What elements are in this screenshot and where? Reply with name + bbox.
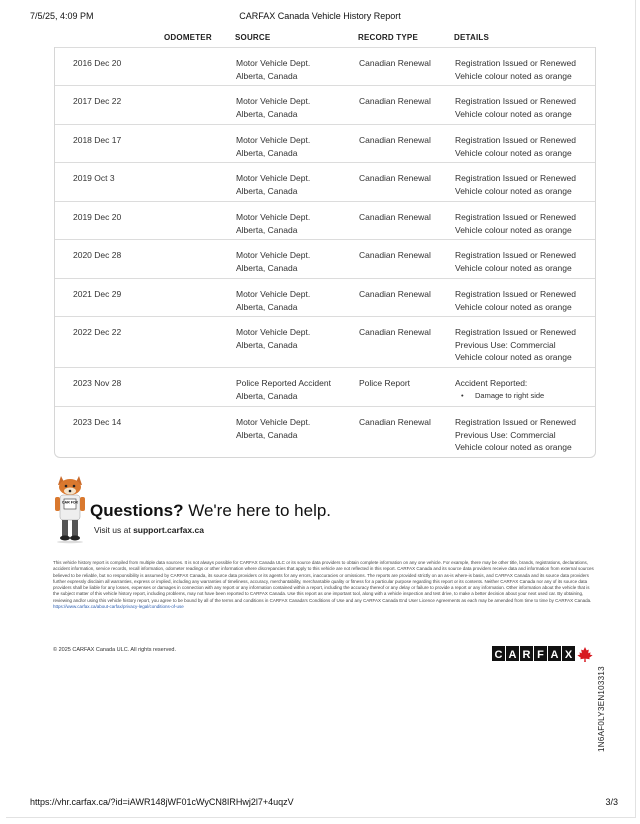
row-record-type: Police Report — [359, 378, 411, 388]
row-details: Registration Issued or Renewed Vehicle colour noted as orange — [455, 173, 576, 196]
table-row — [55, 85, 595, 124]
column-header-record-type: RECORD TYPE — [358, 33, 418, 42]
table-row — [55, 47, 595, 85]
row-details: Registration Issued or Renewed Vehicle colour noted as orange — [455, 250, 576, 273]
table-row — [55, 278, 595, 316]
svg-text:F: F — [537, 649, 544, 661]
table-row — [55, 406, 595, 458]
print-header — [0, 11, 640, 25]
row-details: Registration Issued or Renewed Vehicle colour noted as orange — [455, 96, 576, 119]
bullet-dot-icon: • — [461, 390, 464, 400]
row-record-type: Canadian Renewal — [359, 58, 431, 68]
table-row — [55, 239, 595, 278]
detail-bullet: • Damage to right side — [455, 390, 544, 403]
help-visit-text: Visit us at support.carfax.ca — [94, 525, 204, 535]
carfax-canada-logo — [492, 644, 594, 664]
row-date: 2023 Nov 28 — [73, 378, 122, 388]
vin-vertical: 1N6AF0LY3EN103313 — [597, 666, 606, 752]
legal-disclaimer: This vehicle history report is compiled from multiple data sources. It is not always possible for CARFAX Canada ULC or its source data providers to obtain complete information on any one vehicle. For example, there may be other title, brands, registrations, declarations, accident information, service records, recall information, odometer readings or other information where discrepancies that apply to this vehicle are not reflected in this report. CARFAX Canada and its source data providers receive data and information from external sources believed to be reliable, but no responsibility is assumed by CARFAX Canada, its source data providers or its agents for any errors, inaccuracies or omissions. The reports are provided strictly on an as-is where-is basis, and CARFAX Canada and its source data providers further expressly disclaim all warranties, express or implied, including any warranties of timeliness, accuracy, merchantability, merchantable quality or fitness for a particular purpose regarding this report or its contents. Neither CARFAX Canada nor any of its source data providers shall be liable for any losses, expenses or damages in connection with any report or any information contained within a report, including the accuracy thereof or any delay or failure to provide a report or any information. Other information about the vehicle that is the subject matter of this vehicle history report, including problems, may not have been reported to CARFAX Canada. Use this report as one important tool, along with a vehicle inspection and test drive, to make a better decision about your next used car. By obtaining, reviewing and/or using this vehicle history report, you agree to be bound by all of the terms and conditions in CARFAX Canada's Conditions of Use and any CARFAX Canada End User Licence Agreements as each may be amended from time to time by CARFAX Canada. https://www.carfax.ca/about-carfax/privacy-legal/conditions-of-use — [53, 560, 597, 610]
row-record-type: Canadian Renewal — [359, 327, 431, 337]
history-table — [54, 47, 596, 458]
row-date: 2018 Dec 17 — [73, 135, 122, 145]
row-details: Registration Issued or Renewed Previous Use: Commercial Vehicle colour noted as orange — [455, 417, 576, 453]
fox-mascot-icon — [52, 474, 88, 544]
row-source: Motor Vehicle Dept. Alberta, Canada — [236, 135, 311, 158]
row-source: Motor Vehicle Dept. Alberta, Canada — [236, 327, 311, 350]
row-record-type: Canadian Renewal — [359, 212, 431, 222]
print-datetime: 7/5/25, 4:09 PM — [30, 11, 94, 21]
row-details: Accident Reported: • Damage to right side — [455, 377, 544, 402]
svg-text:X: X — [564, 649, 573, 661]
svg-text:CAR FOX: CAR FOX — [61, 500, 79, 505]
svg-text:A: A — [508, 649, 517, 661]
table-row — [55, 124, 595, 162]
page-number: 3/3 — [605, 797, 618, 807]
table-row — [55, 201, 595, 239]
svg-text:R: R — [522, 649, 531, 661]
row-record-type: Canadian Renewal — [359, 289, 431, 299]
row-source: Motor Vehicle Dept. Alberta, Canada — [236, 212, 311, 235]
table-row — [55, 162, 595, 201]
maple-leaf-icon — [577, 647, 592, 662]
row-date: 2016 Dec 20 — [73, 58, 122, 68]
row-details: Registration Issued or Renewed Vehicle colour noted as orange — [455, 289, 576, 312]
column-header-source: SOURCE — [235, 33, 271, 42]
row-record-type: Canadian Renewal — [359, 96, 431, 106]
row-source: Motor Vehicle Dept. Alberta, Canada — [236, 289, 311, 312]
row-source: Police Reported Accident Alberta, Canada — [236, 378, 331, 401]
row-date: 2020 Dec 28 — [73, 250, 122, 260]
row-source: Motor Vehicle Dept. Alberta, Canada — [236, 173, 311, 196]
row-details: Registration Issued or Renewed Vehicle colour noted as orange — [455, 58, 576, 81]
row-date: 2017 Dec 22 — [73, 96, 122, 106]
column-header-odometer: ODOMETER — [164, 33, 212, 42]
row-details: Registration Issued or Renewed Vehicle colour noted as orange — [455, 212, 576, 235]
table-row — [55, 367, 595, 406]
row-date: 2019 Dec 20 — [73, 212, 122, 222]
row-record-type: Canadian Renewal — [359, 135, 431, 145]
svg-text:A: A — [550, 649, 559, 661]
help-heading: Questions? We're here to help. — [90, 501, 332, 520]
row-source: Motor Vehicle Dept. Alberta, Canada — [236, 96, 311, 119]
row-record-type: Canadian Renewal — [359, 417, 431, 427]
row-details: Registration Issued or Renewed Vehicle colour noted as orange — [455, 135, 576, 158]
row-record-type: Canadian Renewal — [359, 250, 431, 260]
svg-text:C: C — [494, 649, 503, 661]
row-details: Registration Issued or Renewed Previous Use: Commercial Vehicle colour noted as orange — [455, 327, 576, 363]
column-header-details: DETAILS — [454, 33, 490, 42]
print-url: https://vhr.carfax.ca/?id=iAWR148jWF01cWyCN8IRHwj2l7+4uqzV — [30, 797, 294, 807]
row-source: Motor Vehicle Dept. Alberta, Canada — [236, 58, 311, 81]
row-source: Motor Vehicle Dept. Alberta, Canada — [236, 250, 311, 273]
row-date: 2019 Oct 3 — [73, 173, 115, 183]
help-section — [52, 474, 332, 544]
print-title: CARFAX Canada Vehicle History Report — [239, 11, 401, 21]
row-date: 2021 Dec 29 — [73, 289, 122, 299]
support-link[interactable]: support.carfax.ca — [133, 525, 204, 535]
row-record-type: Canadian Renewal — [359, 173, 431, 183]
row-date: 2023 Dec 14 — [73, 417, 122, 427]
copyright-notice: © 2025 CARFAX Canada ULC. All rights reserved. — [53, 647, 176, 653]
row-date: 2022 Dec 22 — [73, 327, 122, 337]
conditions-of-use-link[interactable]: https://www.carfax.ca/about-carfax/privacy-legal/conditions-of-use — [53, 604, 184, 610]
row-source: Motor Vehicle Dept. Alberta, Canada — [236, 417, 311, 440]
table-row — [55, 316, 595, 367]
